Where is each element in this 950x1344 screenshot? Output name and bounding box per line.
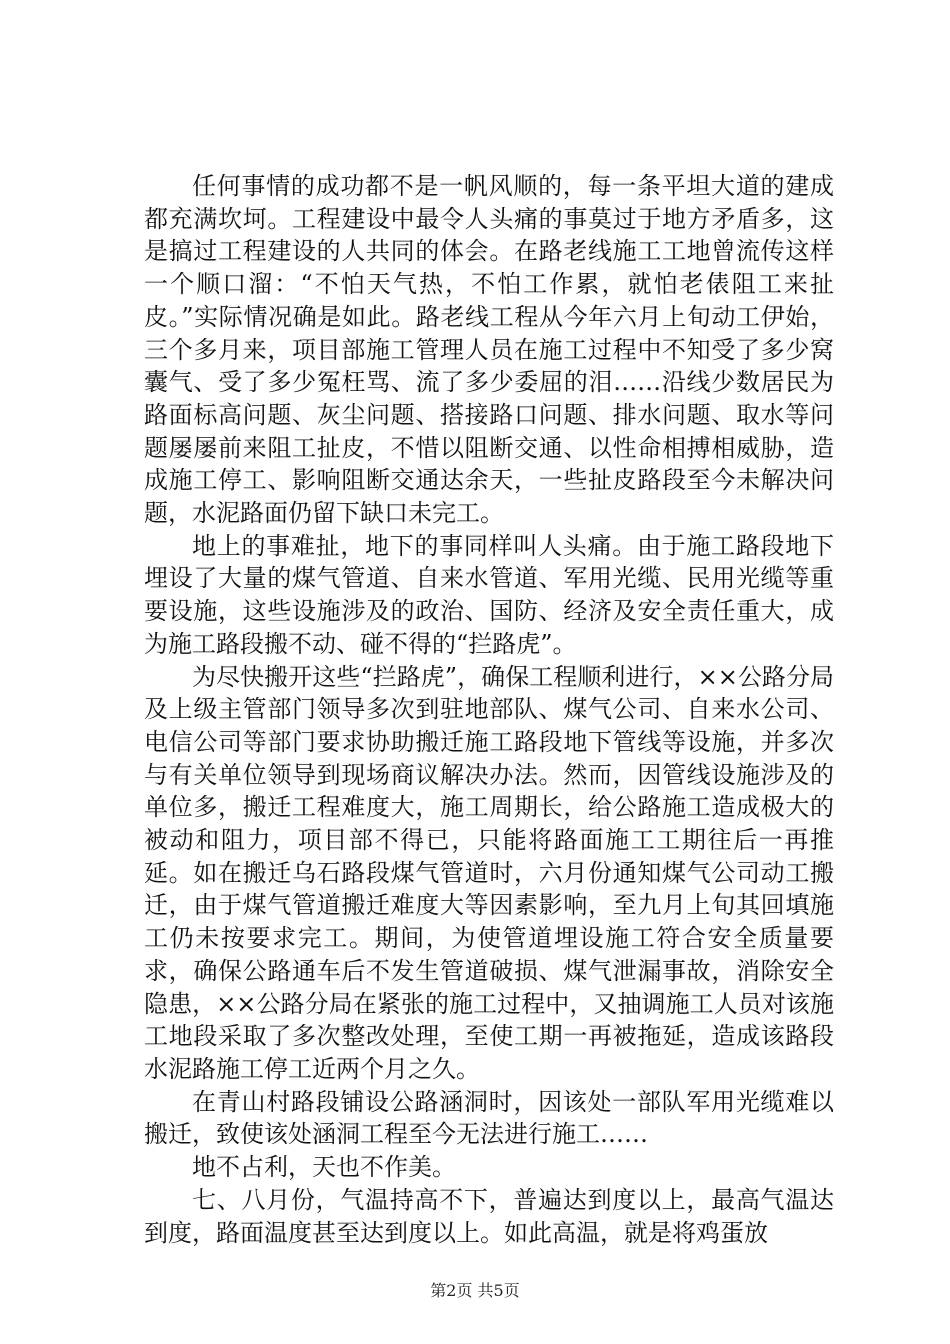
paragraph-4: 在青山村路段铺设公路涵洞时，因该处一部队军用光缆难以搬迁，致使该处涵洞工程至今无法进行施工…… bbox=[144, 1087, 834, 1149]
paragraph-3: 为尽快搬开这些“拦路虎”，确保工程顺利进行，××公路分局及上级主管部门领导多次到驻地部队、煤气公司、自来水公司、电信公司等部门要求协助搬迁施工路段地下管线等设施，并多次与有关单位领导到现场商议解决办法。然而，因管线设施涉及的单位多，搬迁工程难度大，施工周期长，给公路施工造成极大的被动和阻力，项目部不得已，只能将路面施工工期往后一再推延。如在搬迁乌石路段煤气管道时，六月份通知煤气公司动工搬迁，由于煤气管道搬迁难度大等因素影响，至九月上旬其回填施工仍未按要求完工。期间，为使管道埋设施工符合安全质量要求，确保公路通车后不发生管道破损、煤气泄漏事故，消除安全隐患，××公路分局在紧张的施工过程中，又抽调施工人员对该施工地段采取了多次整改处理，至使工期一再被拖延，造成该路段水泥路施工停工近两个月之久。 bbox=[144, 662, 834, 1083]
paragraph-2: 地上的事难扯，地下的事同样叫人头痛。由于施工路段地下埋设了大量的煤气管道、自来水管道、军用光缆、民用光缆等重要设施，这些设施涉及的政治、国防、经济及安全责任重大，成为施工路段搬不动、碰不得的“拦路虎”。 bbox=[144, 531, 834, 658]
paragraph-1: 任何事情的成功都不是一帆风顺的，每一条平坦大道的建成都充满坎坷。工程建设中最令人头痛的事莫过于地方矛盾多，这是搞过工程建设的人共同的体会。在路老线施工工地曾流传这样一个顺口溜：“不怕天气热，不怕工作累，就怕老俵阻工来扯皮。”实际情况确是如此。路老线工程从今年六月上旬动工伊始，三个多月来，项目部施工管理人员在施工过程中不知受了多少窝囊气、受了多少冤枉骂、流了多少委屈的泪……沿线少数居民为路面标高问题、灰尘问题、搭接路口问题、排水问题、取水等问题屡屡前来阻工扯皮，不惜以阻断交通、以性命相搏相威胁，造成施工停工、影响阻断交通达余天，一些扯皮路段至今未解决问题，水泥路面仍留下缺口未完工。 bbox=[144, 172, 834, 528]
page-number-footer: 第2页 共5页 bbox=[430, 1281, 520, 1300]
document-body bbox=[144, 170, 834, 1249]
paragraph-6: 七、八月份，气温持高不下，普遍达到度以上，最高气温达到度，路面温度甚至达到度以上。如此高温，就是将鸡蛋放 bbox=[144, 1185, 834, 1247]
paragraph-5: 地不占利，天也不作美。 bbox=[192, 1153, 456, 1182]
